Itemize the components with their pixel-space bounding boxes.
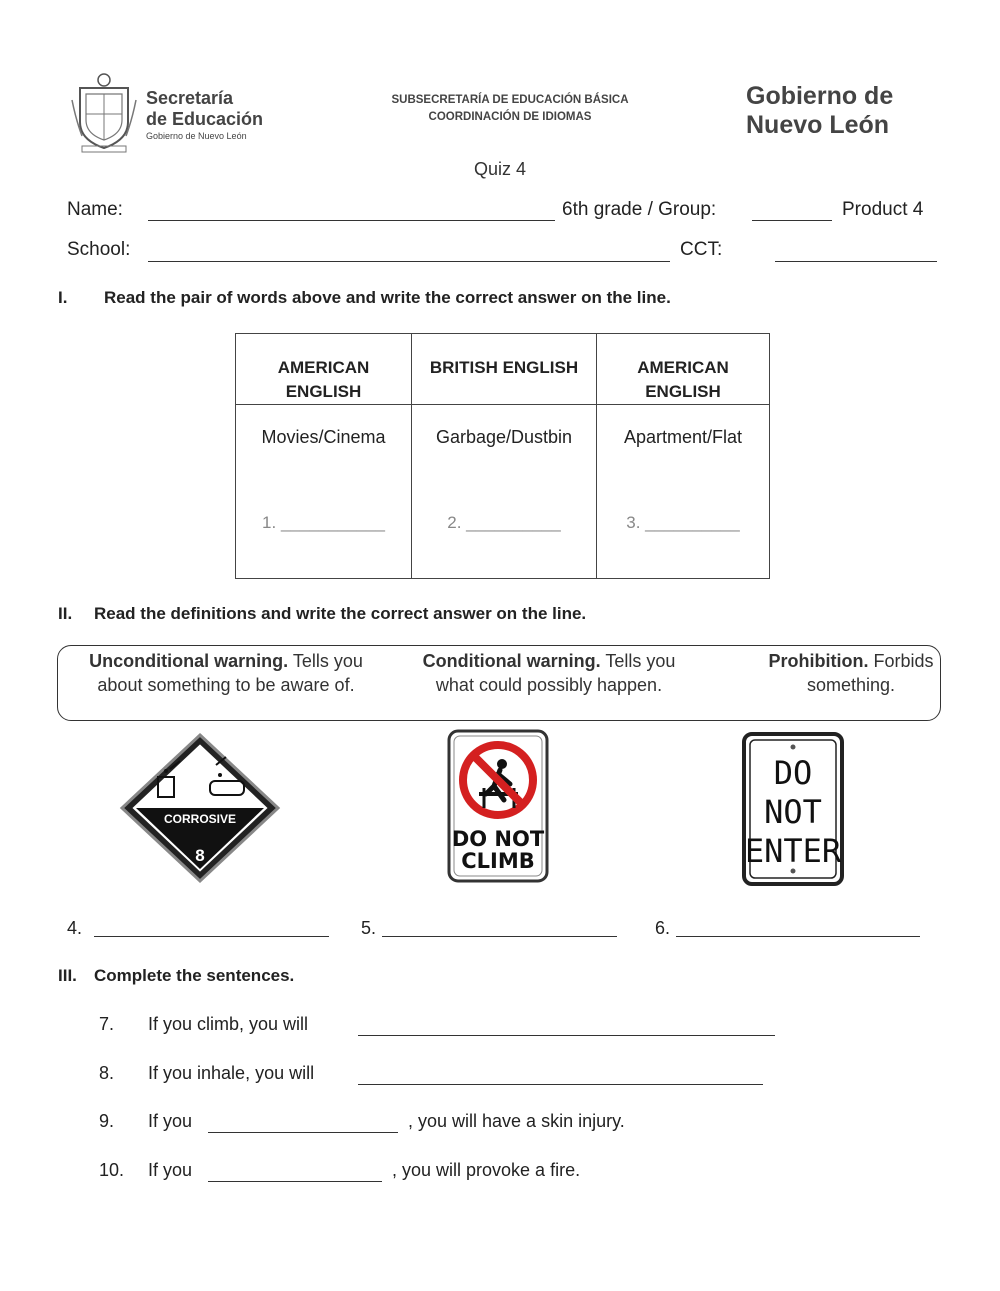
- gobierno-logo-text: [746, 82, 893, 140]
- answer-line-5[interactable]: [382, 936, 617, 937]
- answer-line-6[interactable]: [676, 936, 920, 937]
- section2-number: II.: [58, 604, 73, 623]
- section3-instruction: Complete the sentences.: [94, 966, 295, 985]
- enter-line3: ENTER: [744, 832, 842, 870]
- gov-line2: Nuevo León: [746, 111, 890, 139]
- definition-term: Unconditional warning.: [89, 651, 289, 671]
- sentence-line-10[interactable]: [208, 1181, 382, 1182]
- corrosive-sign-icon: [118, 731, 282, 885]
- name-field[interactable]: [148, 220, 555, 221]
- definition-text-b: what could possibly happen.: [435, 675, 663, 695]
- climb-line2: CLIMB: [461, 849, 535, 873]
- do-not-climb-sign-icon: [446, 728, 550, 884]
- table-header: [412, 334, 597, 405]
- sentence-number-9: 9.: [99, 1111, 115, 1131]
- definition-conditional: [400, 649, 698, 697]
- school-label: School:: [67, 239, 131, 260]
- subsecretaria-heading: [340, 92, 680, 126]
- sentence-line-7[interactable]: [358, 1035, 775, 1036]
- sentence-line-8[interactable]: [358, 1084, 763, 1085]
- header-text: BRITISH ENGLISH: [429, 358, 579, 377]
- table-cell: [412, 405, 597, 579]
- quiz-title: Quiz 4: [473, 159, 527, 179]
- word-pair: Apartment/Flat: [623, 427, 743, 447]
- definition-text-a: Forbids: [873, 651, 934, 671]
- grade-label: 6th grade / Group:: [562, 199, 717, 220]
- answer-label-6: 6.: [655, 918, 671, 938]
- sentence-number-8: 8.: [99, 1063, 115, 1083]
- table-header: [597, 334, 770, 405]
- sentence-text-7: If you climb, you will: [148, 1014, 309, 1034]
- enter-line1: DO: [773, 754, 813, 792]
- climb-line1: DO NOT: [451, 827, 545, 851]
- header-text: AMERICAN ENGLISH: [277, 358, 370, 401]
- section3-number: III.: [58, 966, 77, 985]
- definition-term: Conditional warning.: [422, 651, 601, 671]
- section2-instruction: Read the definitions and write the correct answer on the line.: [94, 604, 587, 623]
- definition-text-a: Tells you: [605, 651, 676, 671]
- sentence-number-7: 7.: [99, 1014, 115, 1034]
- definition-term: Prohibition.: [768, 651, 869, 671]
- sentence-line-9[interactable]: [208, 1132, 398, 1133]
- section1-instruction: Read the pair of words above and write the correct answer on the line.: [104, 288, 671, 307]
- corrosive-label: CORROSIVE: [163, 812, 237, 826]
- sentence-text-10: If you: [148, 1160, 193, 1180]
- corrosive-number: 8: [195, 846, 205, 865]
- sub-line2: COORDINACIÓN DE IDIOMAS: [428, 111, 592, 123]
- sentence-end-10: , you will provoke a fire.: [392, 1160, 581, 1180]
- definition-prohibition: [760, 649, 942, 697]
- school-field[interactable]: [148, 261, 670, 262]
- answer-blank-3[interactable]: 3. __________: [626, 513, 740, 532]
- answer-label-5: 5.: [361, 918, 377, 938]
- cct-label: CCT:: [680, 239, 723, 260]
- sub-line1: SUBSECRETARÍA DE EDUCACIÓN BÁSICA: [391, 94, 629, 106]
- definition-text-b: something.: [806, 675, 896, 695]
- answer-line-4[interactable]: [94, 936, 329, 937]
- do-not-enter-sign-icon: [741, 731, 845, 887]
- table-cell: [597, 405, 770, 579]
- coat-of-arms-logo: [70, 70, 138, 154]
- header-text: AMERICAN ENGLISH: [637, 358, 729, 401]
- word-pair: Movies/Cinema: [261, 427, 386, 447]
- definition-unconditional: [60, 649, 392, 697]
- logo-title-line1: Secretaría: [146, 88, 234, 108]
- table-header: [236, 334, 412, 405]
- sentence-number-10: 10.: [99, 1160, 125, 1180]
- word-pair: Garbage/Dustbin: [435, 427, 573, 447]
- logo-subtitle: Gobierno de Nuevo León: [146, 131, 247, 141]
- answer-label-4: 4.: [67, 918, 83, 938]
- sentence-text-8: If you inhale, you will: [148, 1063, 315, 1083]
- secretaria-logo-text: [146, 88, 263, 142]
- table-cell: [236, 405, 412, 579]
- sentence-text-9: If you: [148, 1111, 193, 1131]
- name-label: Name:: [67, 199, 123, 220]
- answer-blank-2[interactable]: 2. __________: [447, 513, 561, 532]
- enter-line2: NOT: [764, 793, 822, 831]
- answer-blank-1[interactable]: 1. ___________: [262, 513, 385, 532]
- section1-number: I.: [58, 288, 68, 307]
- vocabulary-table: [235, 333, 770, 579]
- group-field[interactable]: [752, 220, 832, 221]
- cct-field[interactable]: [775, 261, 937, 262]
- definition-text-a: Tells you: [292, 651, 363, 671]
- sentence-end-9: , you will have a skin injury.: [408, 1111, 625, 1131]
- definition-text-b: about something to be aware of.: [97, 675, 355, 695]
- logo-title-line2: de Educación: [146, 109, 264, 129]
- gov-line1: Gobierno de: [746, 82, 894, 110]
- product-label: Product 4: [842, 199, 924, 220]
